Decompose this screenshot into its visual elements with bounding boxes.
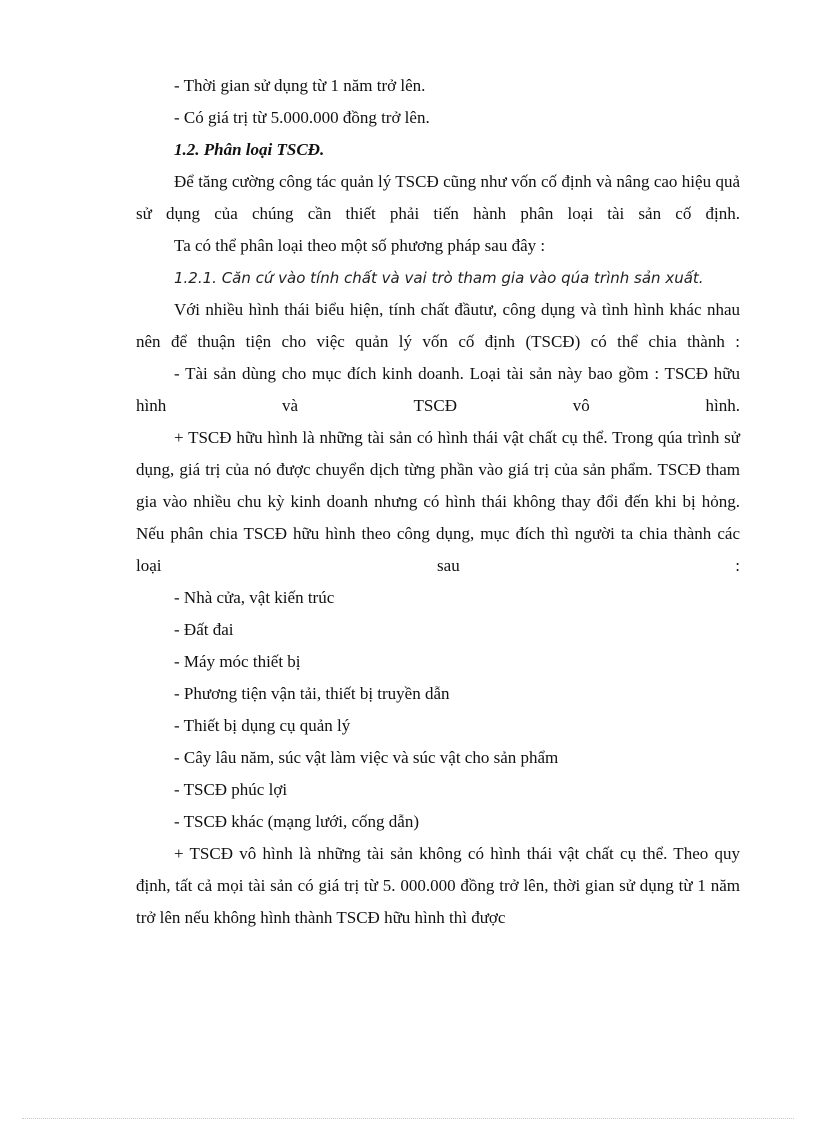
page-bottom-divider (22, 1118, 794, 1119)
list-item-management-tools: - Thiết bị dụng cụ quản lý (174, 716, 351, 735)
paragraph-intro: Để tăng cường công tác quản lý TSCĐ cũng như vốn cố định và nâng cao hiệu quả sử dụng của chúng cần thiết phải tiến hành phân loại tài sản cố định. (136, 172, 740, 223)
paragraph-tangible-assets: + TSCĐ hữu hình là những tài sản có hình thái vật chất cụ thể. Trong qúa trình sử dụng, giá trị của nó được chuyển dịch từng phần vào giá trị của sản phẩm. TSCĐ tham gia vào nhiều chu kỳ kinh doanh nhưng có hình thái không thay đổi đến khi bị hỏng. Nếu phân chia TSCĐ hữu hình theo công dụng, mục đích thì người ta chia thành các loại sau : (136, 428, 740, 575)
document-body (136, 70, 740, 934)
list-item-value-threshold: - Có giá trị từ 5.000.000 đồng trở lên. (174, 108, 430, 127)
list-item-buildings: - Nhà cửa, vật kiến trúc (174, 588, 335, 607)
subsection-heading-nature-role: 1.2.1. Căn cứ vào tính chất và vai trò tham gia vào qúa trình sản xuất. (174, 269, 704, 287)
paragraph-methods: Ta có thể phân loại theo một số phương pháp sau đây : (174, 236, 546, 255)
list-item-welfare: - TSCĐ phúc lợi (174, 780, 288, 799)
paragraph-intangible-assets: + TSCĐ vô hình là những tài sản không có hình thái vật chất cụ thể. Theo quy định, tất cả mọi tài sản có giá trị từ 5. 000.000 đồng trở lên, thời gian sử dụng từ 1 năm trở lên nếu không hình thành TSCĐ hữu hình thì được (136, 844, 740, 927)
paragraph-forms: Với nhiều hình thái biểu hiện, tính chất đầutư, công dụng và tình hình khác nhau nên để thuận tiện cho việc quản lý vốn cố định (TSCĐ) có thể chia thành : (136, 300, 740, 351)
list-item-land: - Đất đai (174, 620, 234, 639)
section-heading-classification: 1.2. Phân loại TSCĐ. (174, 140, 325, 159)
list-item-transport: - Phương tiện vận tải, thiết bị truyền dẫn (174, 684, 450, 703)
paragraph-business-assets: - Tài sản dùng cho mục đích kinh doanh. Loại tài sản này bao gồm : TSCĐ hữu hình và TSCĐ vô hình. (136, 364, 740, 415)
list-item-perennial-plants: - Cây lâu năm, súc vật làm việc và súc vật cho sản phẩm (174, 748, 559, 767)
list-item-machinery: - Máy móc thiết bị (174, 652, 301, 671)
list-item-other: - TSCĐ khác (mạng lưới, cống dẫn) (174, 812, 419, 831)
list-item-usage-time: - Thời gian sử dụng từ 1 năm trở lên. (174, 76, 426, 95)
